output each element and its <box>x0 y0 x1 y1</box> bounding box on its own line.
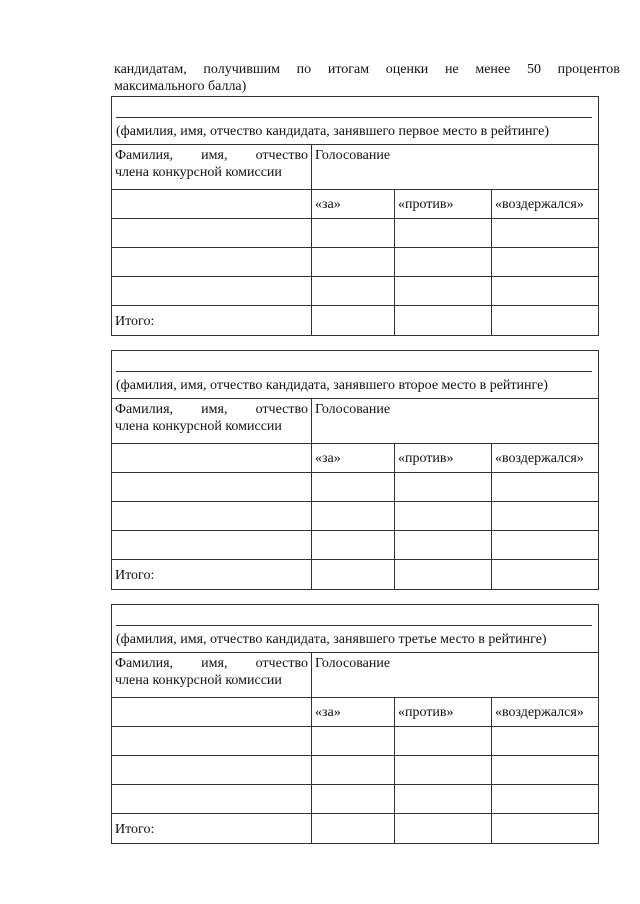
table-cell[interactable] <box>395 502 492 531</box>
table-cell[interactable] <box>112 190 312 219</box>
table-cell[interactable] <box>312 502 395 531</box>
intro-word: оценки <box>385 62 429 77</box>
vote-abstain-header: «воздержался» <box>492 698 598 727</box>
intro-line-1 <box>114 61 620 78</box>
candidate-header <box>112 97 598 145</box>
table-cell[interactable] <box>112 444 312 473</box>
candidate-caption: (фамилия, имя, отчество кандидата, занявшего третье место в рейтинге) <box>116 632 547 647</box>
table-cell[interactable] <box>112 473 312 502</box>
candidate-header <box>112 351 598 399</box>
total-abstain-cell[interactable] <box>492 560 598 589</box>
voting-table <box>112 399 598 589</box>
table-cell[interactable] <box>395 219 492 248</box>
voting-header: Голосование <box>312 399 598 444</box>
intro-word: менее <box>475 62 511 77</box>
voting-table <box>112 145 598 335</box>
intro-word: итогам <box>327 62 370 77</box>
total-label: Итого: <box>112 306 312 335</box>
table-cell[interactable] <box>492 756 598 785</box>
total-against-cell[interactable] <box>395 814 492 843</box>
table-cell[interactable] <box>492 473 598 502</box>
vote-abstain-header: «воздержался» <box>492 444 598 473</box>
table-cell[interactable] <box>492 248 598 277</box>
total-abstain-cell[interactable] <box>492 306 598 335</box>
table-cell[interactable] <box>112 785 312 814</box>
table-cell[interactable] <box>112 277 312 306</box>
table-cell[interactable] <box>395 531 492 560</box>
table-cell[interactable] <box>395 756 492 785</box>
vote-for-header: «за» <box>312 444 395 473</box>
vote-against-header: «против» <box>395 444 492 473</box>
table-cell[interactable] <box>312 473 395 502</box>
intro-word: процентов <box>557 62 620 77</box>
table-cell[interactable] <box>395 785 492 814</box>
vote-against-header: «против» <box>395 698 492 727</box>
total-against-cell[interactable] <box>395 306 492 335</box>
table-cell[interactable] <box>112 698 312 727</box>
vote-abstain-header: «воздержался» <box>492 190 598 219</box>
candidate-header <box>112 605 598 653</box>
table-cell[interactable] <box>492 531 598 560</box>
total-for-cell[interactable] <box>312 560 395 589</box>
table-cell[interactable] <box>395 248 492 277</box>
vote-for-header: «за» <box>312 698 395 727</box>
intro-word: по <box>296 62 312 77</box>
table-cell[interactable] <box>492 785 598 814</box>
table-cell[interactable] <box>312 727 395 756</box>
table-cell[interactable] <box>112 502 312 531</box>
total-label: Итого: <box>112 814 312 843</box>
intro-word: 50 <box>527 62 541 77</box>
voting-header: Голосование <box>312 653 598 698</box>
table-cell[interactable] <box>112 219 312 248</box>
table-cell[interactable] <box>395 473 492 502</box>
table-cell[interactable] <box>492 219 598 248</box>
vote-for-header: «за» <box>312 190 395 219</box>
table-cell[interactable] <box>312 277 395 306</box>
member-column-header: Фамилия, имя, отчество члена конкурсной комиссии <box>112 653 312 698</box>
total-for-cell[interactable] <box>312 306 395 335</box>
voting-header: Голосование <box>312 145 598 190</box>
candidate-block-first <box>111 96 599 336</box>
vote-against-header: «против» <box>395 190 492 219</box>
member-column-header: Фамилия, имя, отчество члена конкурсной комиссии <box>112 399 312 444</box>
member-column-header: Фамилия, имя, отчество члена конкурсной комиссии <box>112 145 312 190</box>
candidate-caption: (фамилия, имя, отчество кандидата, занявшего второе место в рейтинге) <box>116 378 548 393</box>
table-cell[interactable] <box>312 531 395 560</box>
intro-paragraph <box>114 61 620 95</box>
candidate-name-line[interactable] <box>116 625 592 626</box>
intro-line-2: максимального балла) <box>114 79 247 94</box>
table-cell[interactable] <box>112 531 312 560</box>
candidate-block-second <box>111 350 599 590</box>
table-cell[interactable] <box>312 219 395 248</box>
table-cell[interactable] <box>492 727 598 756</box>
intro-word: кандидатам, <box>114 62 187 77</box>
intro-word: получившим <box>203 62 280 77</box>
table-cell[interactable] <box>112 727 312 756</box>
table-cell[interactable] <box>492 502 598 531</box>
total-label: Итого: <box>112 560 312 589</box>
candidate-name-line[interactable] <box>116 371 592 372</box>
candidate-block-third <box>111 604 599 844</box>
table-cell[interactable] <box>112 756 312 785</box>
table-cell[interactable] <box>312 785 395 814</box>
candidate-caption: (фамилия, имя, отчество кандидата, занявшего первое место в рейтинге) <box>116 124 549 139</box>
table-cell[interactable] <box>395 277 492 306</box>
table-cell[interactable] <box>312 248 395 277</box>
intro-word: не <box>444 62 459 77</box>
total-against-cell[interactable] <box>395 560 492 589</box>
table-cell[interactable] <box>312 756 395 785</box>
table-cell[interactable] <box>112 248 312 277</box>
voting-table <box>112 653 598 843</box>
total-abstain-cell[interactable] <box>492 814 598 843</box>
table-cell[interactable] <box>395 727 492 756</box>
candidate-name-line[interactable] <box>116 117 592 118</box>
table-cell[interactable] <box>492 277 598 306</box>
total-for-cell[interactable] <box>312 814 395 843</box>
